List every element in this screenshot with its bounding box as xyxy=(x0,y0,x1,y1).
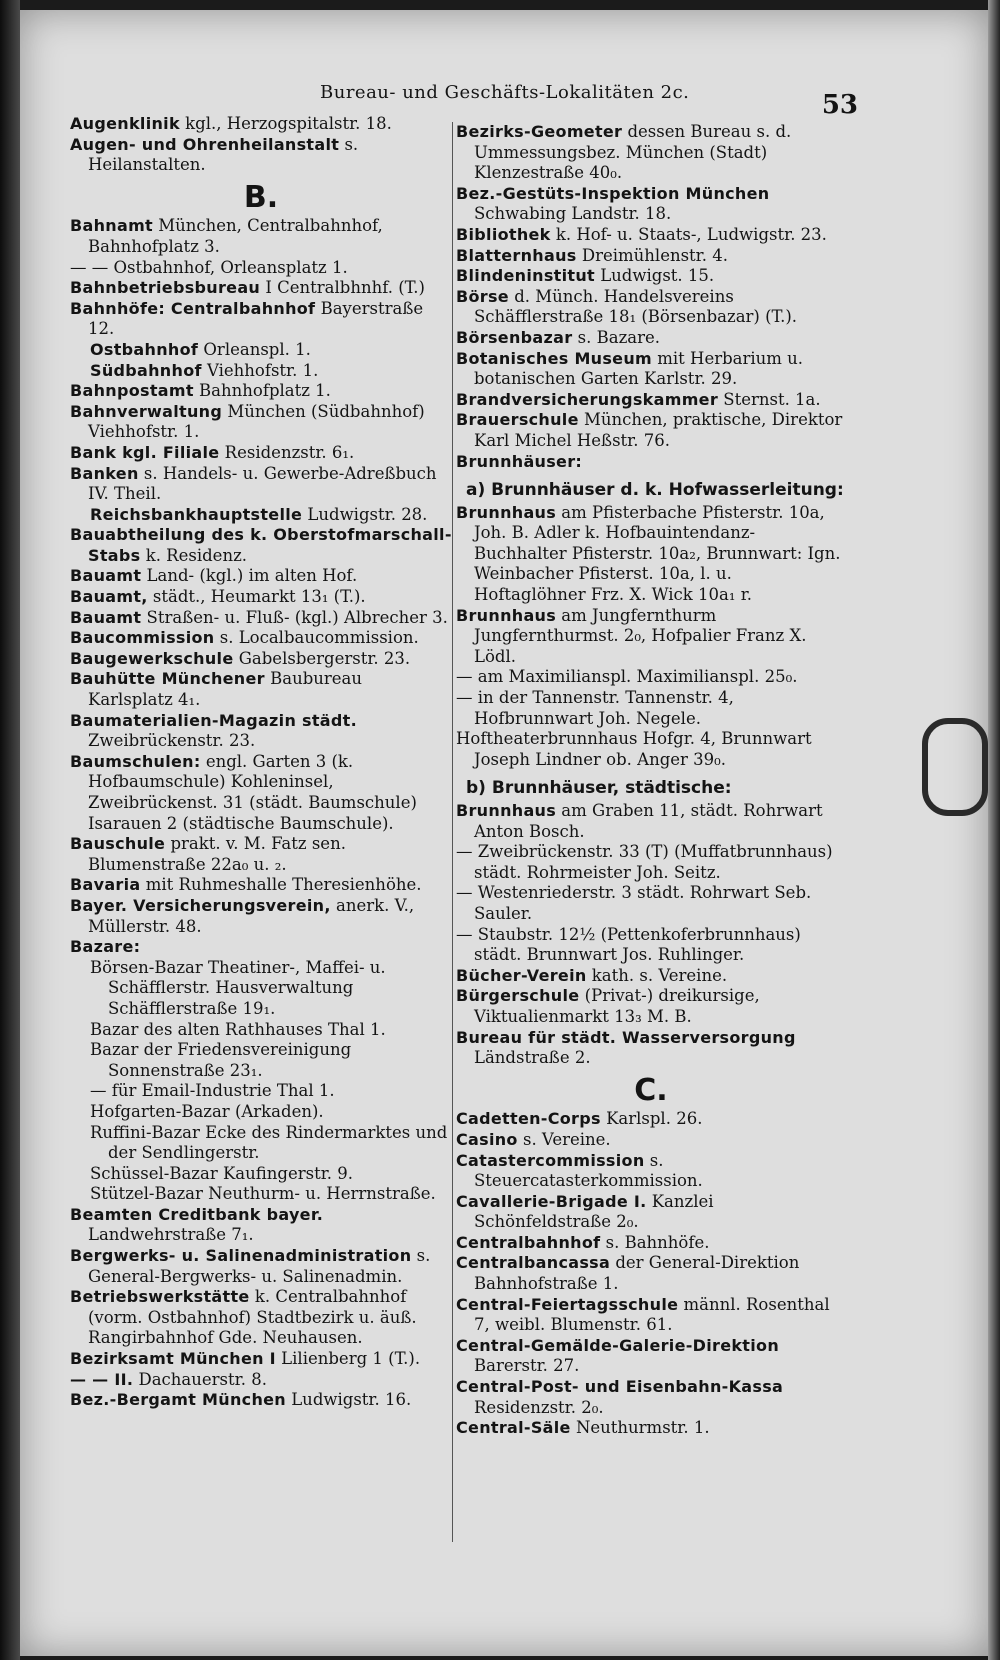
directory-entry xyxy=(70,1349,452,1370)
directory-entry xyxy=(456,1377,846,1418)
entry-text: Dachauerstr. 8. xyxy=(133,1369,267,1389)
entry-heading: Bauamt xyxy=(70,566,142,586)
entry-text: München (Südbahnhof) Viehhofstr. 1. xyxy=(88,401,425,442)
entry-text: Bazar der Friedensvereinigung Sonnenstraße 23₁. xyxy=(90,1040,352,1080)
entry-heading: Bürgerschule xyxy=(456,986,580,1006)
entry-text: Bazar des alten Rathhauses Thal 1. xyxy=(90,1019,386,1039)
entry-text: — für Email-Industrie Thal 1. xyxy=(90,1081,335,1101)
entry-heading: Cadetten-Corps xyxy=(456,1109,601,1129)
entry-text: kath. s. Vereine. xyxy=(586,965,728,985)
directory-entry xyxy=(456,729,846,770)
entry-heading: Blindeninstitut xyxy=(456,266,595,286)
directory-entry xyxy=(70,628,452,649)
entry-heading: Botanisches Museum xyxy=(456,348,653,368)
entry-heading: Bauamt xyxy=(70,607,142,627)
entry-heading: Börsenbazar xyxy=(456,327,573,347)
entry-text: — Westenriederstr. 3 städt. Rohrwart Seb. Sauler. xyxy=(456,883,812,923)
entry-text: Dreimühlenstr. 4. xyxy=(576,245,728,265)
entry-heading: Bavaria xyxy=(70,875,141,895)
directory-entry xyxy=(456,1130,846,1151)
entry-heading: Bahnbetriebsbureau xyxy=(70,278,261,298)
directory-entry xyxy=(456,122,846,184)
directory-entry xyxy=(456,266,846,287)
directory-entry xyxy=(70,1040,452,1081)
entry-text: k. Centralbahnhof (vorm. Ostbahnhof) Stadtbezirk u. äuß. Rangirbahnhof Gde. Neuhausen. xyxy=(88,1287,417,1348)
directory-entry xyxy=(456,1151,846,1192)
entry-text: am Pfisterbache Pfisterstr. 10a, Joh. B. Adler k. Hofbauintendanz-Buchhalter Pfisterstr. 10a₂, Brunnwart: Ign. Weinbacher Pfisterst. 10a, l. u. Hoftaglöhner Frz. X. Wick 10a₁ r. xyxy=(474,502,841,605)
directory-entry xyxy=(456,1028,846,1069)
directory-entry xyxy=(70,505,452,526)
entry-text: Land- (kgl.) im alten Hof. xyxy=(141,566,358,586)
directory-entry xyxy=(70,1205,452,1246)
entry-text: dessen Bureau s. d. Ummessungsbez. München (Stadt) Klenzestraße 40₀. xyxy=(474,122,792,183)
entry-text: Schüssel-Bazar Kaufingerstr. 9. xyxy=(90,1163,354,1183)
entry-heading: Bergwerks- u. Salinenadministration xyxy=(70,1246,412,1266)
entry-heading: Augenklinik xyxy=(70,114,180,133)
directory-entry xyxy=(456,986,846,1027)
entry-heading: Baucommission xyxy=(70,628,215,648)
entry-text: am Jungfernthurm Jungfernthurmst. 2₀, Hofpalier Franz X. Lödl. xyxy=(474,605,807,666)
directory-entry xyxy=(70,1287,452,1349)
entry-heading: Bahnpostamt xyxy=(70,381,194,401)
entry-heading: Baumaterialien-Magazin städt. xyxy=(70,710,357,730)
directory-entry xyxy=(70,566,452,587)
entry-heading: Beamten Creditbank bayer. xyxy=(70,1204,324,1224)
entry-text: Schwabing Landstr. 18. xyxy=(474,204,672,224)
section-letter: C. xyxy=(634,1072,668,1108)
entry-text: prakt. v. M. Fatz sen. Blumenstraße 22a₀ u. ₂. xyxy=(88,834,346,874)
entry-text: Baubureau Karlsplatz 4₁. xyxy=(88,669,362,710)
entry-text: Neuthurmstr. 1. xyxy=(570,1418,710,1438)
directory-entry xyxy=(70,1184,452,1205)
entry-heading: Central-Säle xyxy=(456,1418,571,1438)
book-page xyxy=(20,10,988,1656)
entry-heading: Bezirksamt München I xyxy=(70,1349,276,1369)
directory-entry xyxy=(70,464,452,505)
entry-text: Residenzstr. 2₀. xyxy=(474,1397,604,1417)
directory-entry xyxy=(456,966,846,987)
entry-text: k. Hof- u. Staats-, Ludwigstr. 23. xyxy=(550,224,827,244)
directory-entry xyxy=(70,958,452,1020)
entry-text: (Privat-) dreikursige, Viktualienmarkt 13₃ M. B. xyxy=(474,986,760,1026)
directory-entry xyxy=(456,842,846,883)
directory-entry xyxy=(456,328,846,349)
directory-entry xyxy=(456,503,846,606)
entry-heading: Reichsbankhauptstelle xyxy=(90,504,303,524)
page-header: Bureau- und Geschäfts-Lokalitäten 2c. xyxy=(320,82,690,103)
entry-text: Hoftheaterbrunnhaus Hofgr. 4, Brunnwart Joseph Lindner ob. Anger 39₀. xyxy=(456,729,812,769)
entry-text: Bayerstraße 12. xyxy=(88,298,424,339)
directory-entry xyxy=(70,443,452,464)
entry-heading: Baumschulen: xyxy=(70,751,201,771)
entry-text: Lilienberg 1 (T.). xyxy=(275,1349,421,1369)
entry-heading: Bahnamt xyxy=(70,216,153,236)
entry-heading: — — II. xyxy=(70,1369,134,1389)
directory-entry xyxy=(70,1246,452,1287)
directory-entry xyxy=(456,225,846,246)
entry-heading: Augen- und Ohrenheilanstalt xyxy=(70,134,340,154)
directory-entry xyxy=(456,287,846,328)
directory-entry xyxy=(456,246,846,267)
entry-text: Ruffini-Bazar Ecke des Rindermarktes und der Sendlingerstr. xyxy=(90,1122,448,1163)
right-column xyxy=(456,122,846,1439)
directory-entry xyxy=(70,587,452,608)
entry-text: k. Residenz. xyxy=(140,545,248,565)
directory-entry xyxy=(70,135,452,176)
directory-entry xyxy=(456,1418,846,1439)
directory-entry xyxy=(70,278,452,299)
entry-text: engl. Garten 3 (k. Hofbaumschule) Kohleninsel, Zweibrückenst. 31 (städt. Baumschule) Isarauen 2 (städtische Baumschule). xyxy=(88,751,417,833)
entry-heading: Südbahnhof xyxy=(90,360,202,380)
directory-entry xyxy=(456,349,846,390)
entry-heading: Blatternhaus xyxy=(456,245,577,265)
entry-text: d. Münch. Handelsvereins Schäfflerstraße 18₁ (Börsenbazar) (T.). xyxy=(474,286,798,327)
entry-heading: Centralbancassa xyxy=(456,1253,611,1273)
entry-heading: Catastercommission xyxy=(456,1150,645,1170)
directory-entry xyxy=(70,258,452,279)
directory-entry xyxy=(456,606,846,668)
entry-text: s. Bazare. xyxy=(572,327,660,347)
entry-text: Ludwigstr. 16. xyxy=(285,1390,412,1410)
entry-heading: Bazare: xyxy=(70,937,141,957)
entry-text: mit Ruhmeshalle Theresienhöhe. xyxy=(140,875,422,895)
entry-heading: Baugewerkschule xyxy=(70,648,234,668)
directory-entry xyxy=(456,688,846,729)
entry-text: Stützel-Bazar Neuthurm- u. Herrnstraße. xyxy=(90,1184,436,1204)
entry-heading: Ostbahnhof xyxy=(90,339,199,359)
entry-text: Landwehrstraße 7₁. xyxy=(88,1225,254,1245)
entry-text: städt., Heumarkt 13₁ (T.). xyxy=(147,587,366,607)
entry-text: Börsen-Bazar Theatiner-, Maffei- u. Schäfflerstr. Hausverwaltung Schäfflerstraße 19₁. xyxy=(90,957,386,1018)
subsection-heading: a) Brunnhäuser d. k. Hofwasserleitung: xyxy=(466,480,844,501)
entry-heading: Bahnhöfe: Centralbahnhof xyxy=(70,298,316,318)
entry-text: Zweibrückenstr. 23. xyxy=(88,731,256,751)
directory-entry xyxy=(70,1390,452,1411)
entry-heading: Bücher-Verein xyxy=(456,965,587,985)
directory-entry xyxy=(70,937,452,958)
directory-entry xyxy=(70,381,452,402)
directory-entry xyxy=(456,452,846,473)
entry-heading: Banken xyxy=(70,463,139,483)
entry-heading: Casino xyxy=(456,1129,518,1149)
entry-heading: Cavallerie-Brigade I. xyxy=(456,1191,647,1211)
entry-text: mit Herbarium u. botanischen Garten Karlstr. 29. xyxy=(474,348,804,389)
directory-entry xyxy=(70,1081,452,1102)
subsection-heading: b) Brunnhäuser, städtische: xyxy=(466,778,732,799)
entry-heading: Central-Gemälde-Galerie-Direktion xyxy=(456,1335,780,1355)
entry-text: — Staubstr. 12½ (Pettenkoferbrunnhaus) städt. Brunnwart Jos. Ruhlinger. xyxy=(456,924,801,965)
entry-heading: Bahnverwaltung xyxy=(70,401,223,421)
entry-heading: Centralbahnhof xyxy=(456,1232,601,1252)
directory-entry xyxy=(456,1192,846,1233)
directory-entry xyxy=(70,340,452,361)
entry-heading: Brunnhaus xyxy=(456,502,557,522)
entry-text: — in der Tannenstr. Tannenstr. 4, Hofbrunnwart Joh. Negele. xyxy=(456,688,734,728)
entry-text: Barerstr. 27. xyxy=(474,1356,580,1376)
entry-heading: Bank kgl. Filiale xyxy=(70,442,220,462)
entry-text: männl. Rosenthal 7, weibl. Blumenstr. 61. xyxy=(474,1294,830,1335)
entry-text: s. Vereine. xyxy=(517,1129,611,1149)
directory-entry xyxy=(456,1295,846,1336)
entry-text: s. Localbaucommission. xyxy=(214,628,419,648)
left-column xyxy=(70,114,452,1411)
entry-text: der General-Direktion Bahnhofstraße 1. xyxy=(474,1253,800,1294)
entry-heading: Bezirks-Geometer xyxy=(456,122,623,141)
directory-entry xyxy=(456,883,846,924)
directory-entry xyxy=(456,667,846,688)
entry-heading: Bibliothek xyxy=(456,224,551,244)
directory-entry xyxy=(456,801,846,842)
entry-heading: Bez.-Gestüts-Inspektion München xyxy=(456,183,770,203)
directory-entry xyxy=(456,390,846,411)
directory-entry xyxy=(70,299,452,340)
book-spine xyxy=(0,0,20,1660)
entry-heading: Brunnhäuser: xyxy=(456,451,583,471)
entry-text: — Zweibrückenstr. 33 (T) (Muffatbrunnhaus) städt. Rohrmeister Joh. Seitz. xyxy=(456,842,833,882)
entry-heading: Bauhütte Münchener xyxy=(70,669,265,689)
paper-clip-icon xyxy=(922,718,988,816)
entry-text: — — Ostbahnhof, Orleansplatz 1. xyxy=(70,257,348,277)
entry-text: Bahnhofplatz 1. xyxy=(193,381,331,401)
directory-entry xyxy=(70,896,452,937)
directory-entry xyxy=(70,752,452,834)
page-edge xyxy=(988,0,1000,1660)
entry-text: Ludwigstr. 28. xyxy=(302,504,428,524)
entry-text: Viehhofstr. 1. xyxy=(201,360,319,380)
entry-text: München, Centralbahnhof, Bahnhofplatz 3. xyxy=(88,216,383,256)
entry-text: Residenzstr. 6₁. xyxy=(219,442,355,462)
directory-entry xyxy=(70,1123,452,1164)
entry-text: Gabelsbergerstr. 23. xyxy=(233,648,411,668)
directory-entry xyxy=(456,410,846,451)
entry-heading: Brunnhaus xyxy=(456,801,557,820)
entry-text: Orleanspl. 1. xyxy=(198,339,311,359)
directory-entry xyxy=(70,608,452,629)
entry-heading: Bez.-Bergamt München xyxy=(70,1390,286,1410)
entry-text: s. General-Bergwerks- u. Salinenadmin. xyxy=(88,1246,431,1286)
entry-heading: Brandversicherungskammer xyxy=(456,389,719,409)
entry-heading: Bauamt, xyxy=(70,587,148,607)
entry-text: am Graben 11, städt. Rohrwart Anton Bosch. xyxy=(474,801,823,841)
entry-heading: Börse xyxy=(456,286,509,306)
entry-text: Kanzlei Schönfeldstraße 2₀. xyxy=(474,1191,714,1232)
directory-entry xyxy=(456,184,846,225)
directory-entry xyxy=(70,875,452,896)
entry-text: kgl., Herzogspitalstr. 18. xyxy=(179,114,392,133)
directory-entry xyxy=(456,1253,846,1294)
entry-text: Sternst. 1a. xyxy=(718,389,821,409)
entry-text: Ländstraße 2. xyxy=(474,1048,591,1068)
directory-entry xyxy=(70,525,452,566)
directory-entry xyxy=(70,649,452,670)
directory-entry xyxy=(70,1020,452,1041)
entry-heading: Brunnhaus xyxy=(456,605,557,625)
entry-heading: Bauabtheilung des k. Oberstofmarschall-Stabs xyxy=(70,525,452,565)
directory-entry xyxy=(70,1164,452,1185)
entry-heading: Central-Feiertagsschule xyxy=(456,1294,679,1314)
directory-entry xyxy=(70,402,452,443)
entry-text: s. Handels- u. Gewerbe-Adreßbuch IV. Theil. xyxy=(88,463,437,504)
directory-entry xyxy=(456,1336,846,1377)
entry-text: s. Heilanstalten. xyxy=(88,134,359,175)
entry-text: München, praktische, Direktor Karl Michel Heßstr. 76. xyxy=(474,410,843,450)
entry-heading: Bauschule xyxy=(70,834,166,854)
directory-entry xyxy=(70,114,452,135)
directory-entry xyxy=(70,361,452,382)
entry-heading: Central-Post- und Eisenbahn-Kassa xyxy=(456,1377,784,1397)
page-number: 53 xyxy=(821,90,858,120)
entry-heading: Betriebswerkstätte xyxy=(70,1287,250,1307)
entry-heading: Bureau für städt. Wasserversorgung xyxy=(456,1027,796,1047)
directory-entry xyxy=(456,925,846,966)
entry-text: s. Bahnhöfe. xyxy=(600,1232,710,1252)
section-letter: B. xyxy=(243,179,279,215)
directory-entry xyxy=(70,1102,452,1123)
directory-entry xyxy=(70,834,452,875)
entry-text: Karlspl. 26. xyxy=(600,1109,703,1129)
entry-heading: Bayer. Versicherungsverein, xyxy=(70,895,331,915)
entry-text: Straßen- u. Fluß- (kgl.) Albrecher 3. xyxy=(141,607,448,627)
entry-text: Ludwigst. 15. xyxy=(594,266,715,286)
entry-text: Hofgarten-Bazar (Arkaden). xyxy=(90,1101,324,1121)
directory-entry xyxy=(70,216,452,257)
entry-text: I Centralbhnhf. (T.) xyxy=(260,278,425,298)
entry-text: — am Maximilianspl. Maximilianspl. 25₀. xyxy=(456,667,798,687)
column-divider xyxy=(452,122,453,1542)
entry-heading: Brauerschule xyxy=(456,410,579,430)
directory-entry xyxy=(70,669,452,710)
directory-entry xyxy=(70,1370,452,1391)
directory-entry xyxy=(456,1233,846,1254)
directory-entry xyxy=(456,1109,846,1130)
entry-text: anerk. V., Müllerstr. 48. xyxy=(88,895,415,936)
directory-entry xyxy=(70,711,452,752)
entry-text: s. Steuercatasterkommission. xyxy=(474,1150,703,1191)
